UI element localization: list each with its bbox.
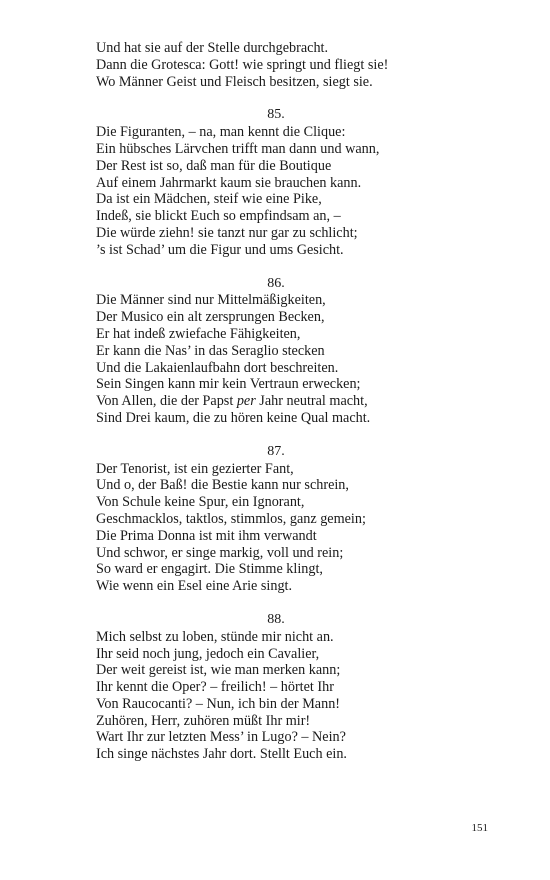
verse-line: Dann die Grotesca: Gott! wie springt und fliegt sie! xyxy=(96,56,389,73)
verse-line: Sein Singen kann mir kein Vertraun erwecken; xyxy=(96,376,361,393)
verse-line: Der Musico ein alt zersprungen Becken, xyxy=(96,309,325,326)
verse-line: Auf einem Jahrmarkt kaum sie brauchen kann. xyxy=(96,174,362,191)
verse-line: Wart Ihr zur letzten Mess’ in Lugo? – Nein? xyxy=(96,729,346,746)
verse-line xyxy=(96,393,456,410)
stanza-number: 88. xyxy=(267,611,285,627)
verse-line: Von Schule keine Spur, ein Ignorant, xyxy=(96,494,305,511)
verse-line: ’s ist Schad’ um die Figur und ums Gesicht. xyxy=(96,241,344,258)
stanza xyxy=(96,612,456,763)
verse-line: Mich selbst zu loben, stünde mir nicht an. xyxy=(96,628,334,645)
verse-text: Jahr neutral macht, xyxy=(255,393,368,410)
verse-line: Da ist ein Mädchen, steif wie eine Pike, xyxy=(96,191,322,208)
verse-line: Von Raucocanti? – Nun, ich bin der Mann! xyxy=(96,695,341,712)
verse-line: Er kann die Nas’ in das Seraglio stecken xyxy=(96,342,325,359)
verse-line: Ihr seid noch jung, jedoch ein Cavalier, xyxy=(96,645,320,662)
verse-line: Indeß, sie blickt Euch so empfindsam an, – xyxy=(96,208,341,225)
stanza xyxy=(96,444,456,595)
verse-line: Sind Drei kaum, die zu hören keine Qual macht. xyxy=(96,409,371,426)
verse-line: Und schwor, er singe markig, voll und rein; xyxy=(96,544,344,561)
stanza-number: 85. xyxy=(267,107,285,123)
verse-line: Wie wenn ein Esel eine Arie singt. xyxy=(96,578,293,595)
poem-page xyxy=(96,40,456,763)
stanza-number: 87. xyxy=(267,443,285,459)
verse-line: Er hat indeß zwiefache Fähigkeiten, xyxy=(96,325,301,342)
verse-line: Ich singe nächstes Jahr dort. Stellt Euch ein. xyxy=(96,746,347,763)
verse-line: Und o, der Baß! die Bestie kann nur schrein, xyxy=(96,477,349,494)
verse-line: Die Männer sind nur Mittelmäßigkeiten, xyxy=(96,292,326,309)
verse-line: Wo Männer Geist und Fleisch besitzen, siegt sie. xyxy=(96,73,373,90)
stanza xyxy=(96,276,456,427)
verse-line: Ein hübsches Lärvchen trifft man dann und wann, xyxy=(96,140,380,157)
italic-word: per xyxy=(236,393,256,410)
verse-line: Und die Lakaienlaufbahn dort beschreiten. xyxy=(96,359,339,376)
verse-line: Die würde ziehn! sie tanzt nur gar zu schlicht; xyxy=(96,224,358,241)
verse-line: So ward er engagirt. Die Stimme klingt, xyxy=(96,561,323,578)
verse-line: Die Prima Donna ist mit ihm verwandt xyxy=(96,527,317,544)
stanza-number: 86. xyxy=(267,275,285,291)
verse-line: Der weit gereist ist, wie man merken kann; xyxy=(96,662,341,679)
stanza xyxy=(96,40,456,90)
verse-line: Zuhören, Herr, zuhören müßt Ihr mir! xyxy=(96,712,311,729)
verse-line: Der Tenorist, ist ein gezierter Fant, xyxy=(96,460,294,477)
verse-text: Von Allen, die der Papst xyxy=(96,393,237,410)
verse-line: Geschmacklos, taktlos, stimmlos, ganz gemein; xyxy=(96,510,366,527)
page-number: 151 xyxy=(471,822,488,834)
stanza xyxy=(96,107,456,258)
verse-line: Die Figuranten, – na, man kennt die Clique: xyxy=(96,124,346,141)
verse-line: Der Rest ist so, daß man für die Boutique xyxy=(96,157,332,174)
verse-line: Und hat sie auf der Stelle durchgebracht. xyxy=(96,40,329,56)
verse-line: Ihr kennt die Oper? – freilich! – hörtet Ihr xyxy=(96,679,334,696)
